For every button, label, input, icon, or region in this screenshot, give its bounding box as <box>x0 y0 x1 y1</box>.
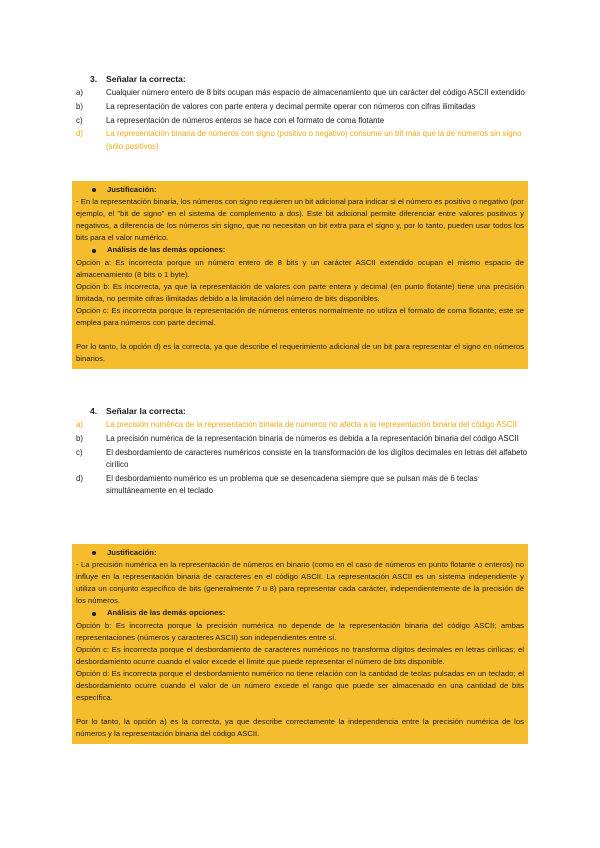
option-b <box>76 433 528 445</box>
option-letter: c) <box>76 115 83 125</box>
analysis-option: Opción d: Es incorrecta porque el desbordamiento numérico no tiene relación con la cantidad de teclas pulsadas en un teclado; el desbordamiento ocurre cuando el valor de un número excede el rango que puede ser almacenado en una cantidad de bits específica. <box>76 668 524 703</box>
option-letter: c) <box>76 447 83 457</box>
option-text: El desbordamiento numérico es un problema que se desencadena siempre que se pulsan más de 6 teclas simultáneamente en el teclado <box>106 473 478 495</box>
question-title-text: Señalar la correcta: <box>106 74 186 84</box>
option-text: La representación binaria de números con signo (positivo o negativo) consume un bit más que la de números sin signo (sólo positivos) <box>106 129 522 151</box>
question-number: 3. <box>90 74 98 84</box>
analysis-option: Opción b: Es incorrecta, ya que la representación de valores con parte entera y decimal (en punto flotante) tiene una precisión limitada, no permite cifras ilimitadas debido a la limitación del número de bits disponibles. <box>76 281 524 303</box>
bullet-icon <box>92 612 96 616</box>
justification-text: - La precisión numérica en la representación de números en binario (como en el caso de números en punto flotante o enteros) no influye en la representación binaria de caracteres en el código ASCII. La representación ASCII es un sistema independiente y utiliza un conjunto específico de bits (generalmente 7 u 8) para representar cada carácter, independientemente de la precisión de los números. <box>76 560 524 606</box>
option-text: La representación de valores con parte entera y decimal permite operar con números con cifras ilimitadas <box>106 101 476 111</box>
justification-heading-text: Justificación: <box>107 185 157 194</box>
analysis-heading <box>92 244 524 256</box>
option-c <box>76 115 528 127</box>
option-b <box>76 101 528 113</box>
option-letter: a) <box>76 420 84 429</box>
question-4 <box>76 406 528 499</box>
option-letter: a) <box>76 88 84 97</box>
justification-heading-text: Justificación: <box>107 548 157 557</box>
option-d-correct <box>76 128 528 152</box>
bullet-icon <box>92 188 96 192</box>
option-a <box>76 87 528 99</box>
justification-heading <box>92 184 524 196</box>
option-text: La precisión numérica de la representación binaria de números no afecta a la representación binaria del código ASCII <box>106 420 517 429</box>
option-a-correct <box>76 419 528 431</box>
analysis-heading-text: Análisis de las demás opciones: <box>107 608 226 618</box>
option-d <box>76 473 528 497</box>
analysis-option: Opción a: Es incorrecta porque un número entero de 8 bits y un carácter ASCII extendido ocupan el mismo espacio de almacenamiento (8 bits o 1 byte). <box>76 257 524 279</box>
option-letter: d) <box>76 129 84 139</box>
analysis-option: Opción c: Es incorrecta porque la representación de números enteros normalmente no utiliza el formato de coma flotante; este se emplea para números con parte decimal. <box>76 305 524 328</box>
justification-heading <box>92 547 524 559</box>
option-text: Cualquier número entero de 8 bits ocupan más espacio de almacenamiento que un carácter del código ASCII extendido <box>106 88 525 97</box>
conclusion-text: Por lo tanto, la opción a) es la correcta, ya que describe correctamente la independencia entre la precisión numérica de los números y la representación binaria del código ASCII. <box>76 717 524 739</box>
question-title <box>90 74 528 84</box>
justification-box-3 <box>72 181 528 369</box>
question-title-text: Señalar la correcta: <box>106 406 186 416</box>
question-title <box>90 406 528 416</box>
option-text: El desbordamiento de caracteres numéricos consiste en la transformación de los dígitos decimales en letras del alfabeto cirílico <box>106 447 528 469</box>
option-text: La precisión numérica de la representación binaria de números es debida a la representación binaria del código ASCII <box>106 433 519 443</box>
option-text: La representación de números enteros se hace con el formato de coma flotante <box>106 115 385 125</box>
bullet-icon <box>92 551 96 555</box>
option-letter: b) <box>76 433 84 443</box>
analysis-heading <box>92 607 524 619</box>
justification-text: - En la representación binaria, los números con signo requieren un bit adicional para indicar si el número es positivo o negativo (por ejemplo, el "bit de signo" en el sistema de complemento a dos). Este bit adicional permite diferenciar entre valores positivos y negativos, a diferencia de los números sin signo, que no necesitan un bit extra para el signo y, por lo tanto, pueden usar todos los bits para el valor numérico. <box>76 197 524 243</box>
analysis-heading-text: Análisis de las demás opciones: <box>107 245 226 255</box>
analysis-option: Opción b: Es incorrecta porque la precisión numérica no depende de la representación binaria del código ASCII; ambas representaciones (números y caracteres ASCII) son independientes entre sí. <box>76 620 524 642</box>
justification-box-4 <box>72 544 528 744</box>
question-3 <box>76 74 528 154</box>
question-number: 4. <box>90 406 98 416</box>
conclusion-text: Por lo tanto, la opción d) es la correcta, ya que describe el requerimiento adicional de un bit para representar el signo en números binarios. <box>76 342 524 364</box>
analysis-option: Opción c: Es incorrecta porque el desbordamiento de caracteres numéricos no transforma dígitos decimales en letras cirílicas; el desbordamiento ocurre cuando el valor excede el límite que puede representar el número de bits disponible. <box>76 644 524 666</box>
option-letter: b) <box>76 101 84 111</box>
option-c <box>76 447 528 471</box>
option-letter: d) <box>76 473 84 483</box>
bullet-icon <box>92 249 96 253</box>
